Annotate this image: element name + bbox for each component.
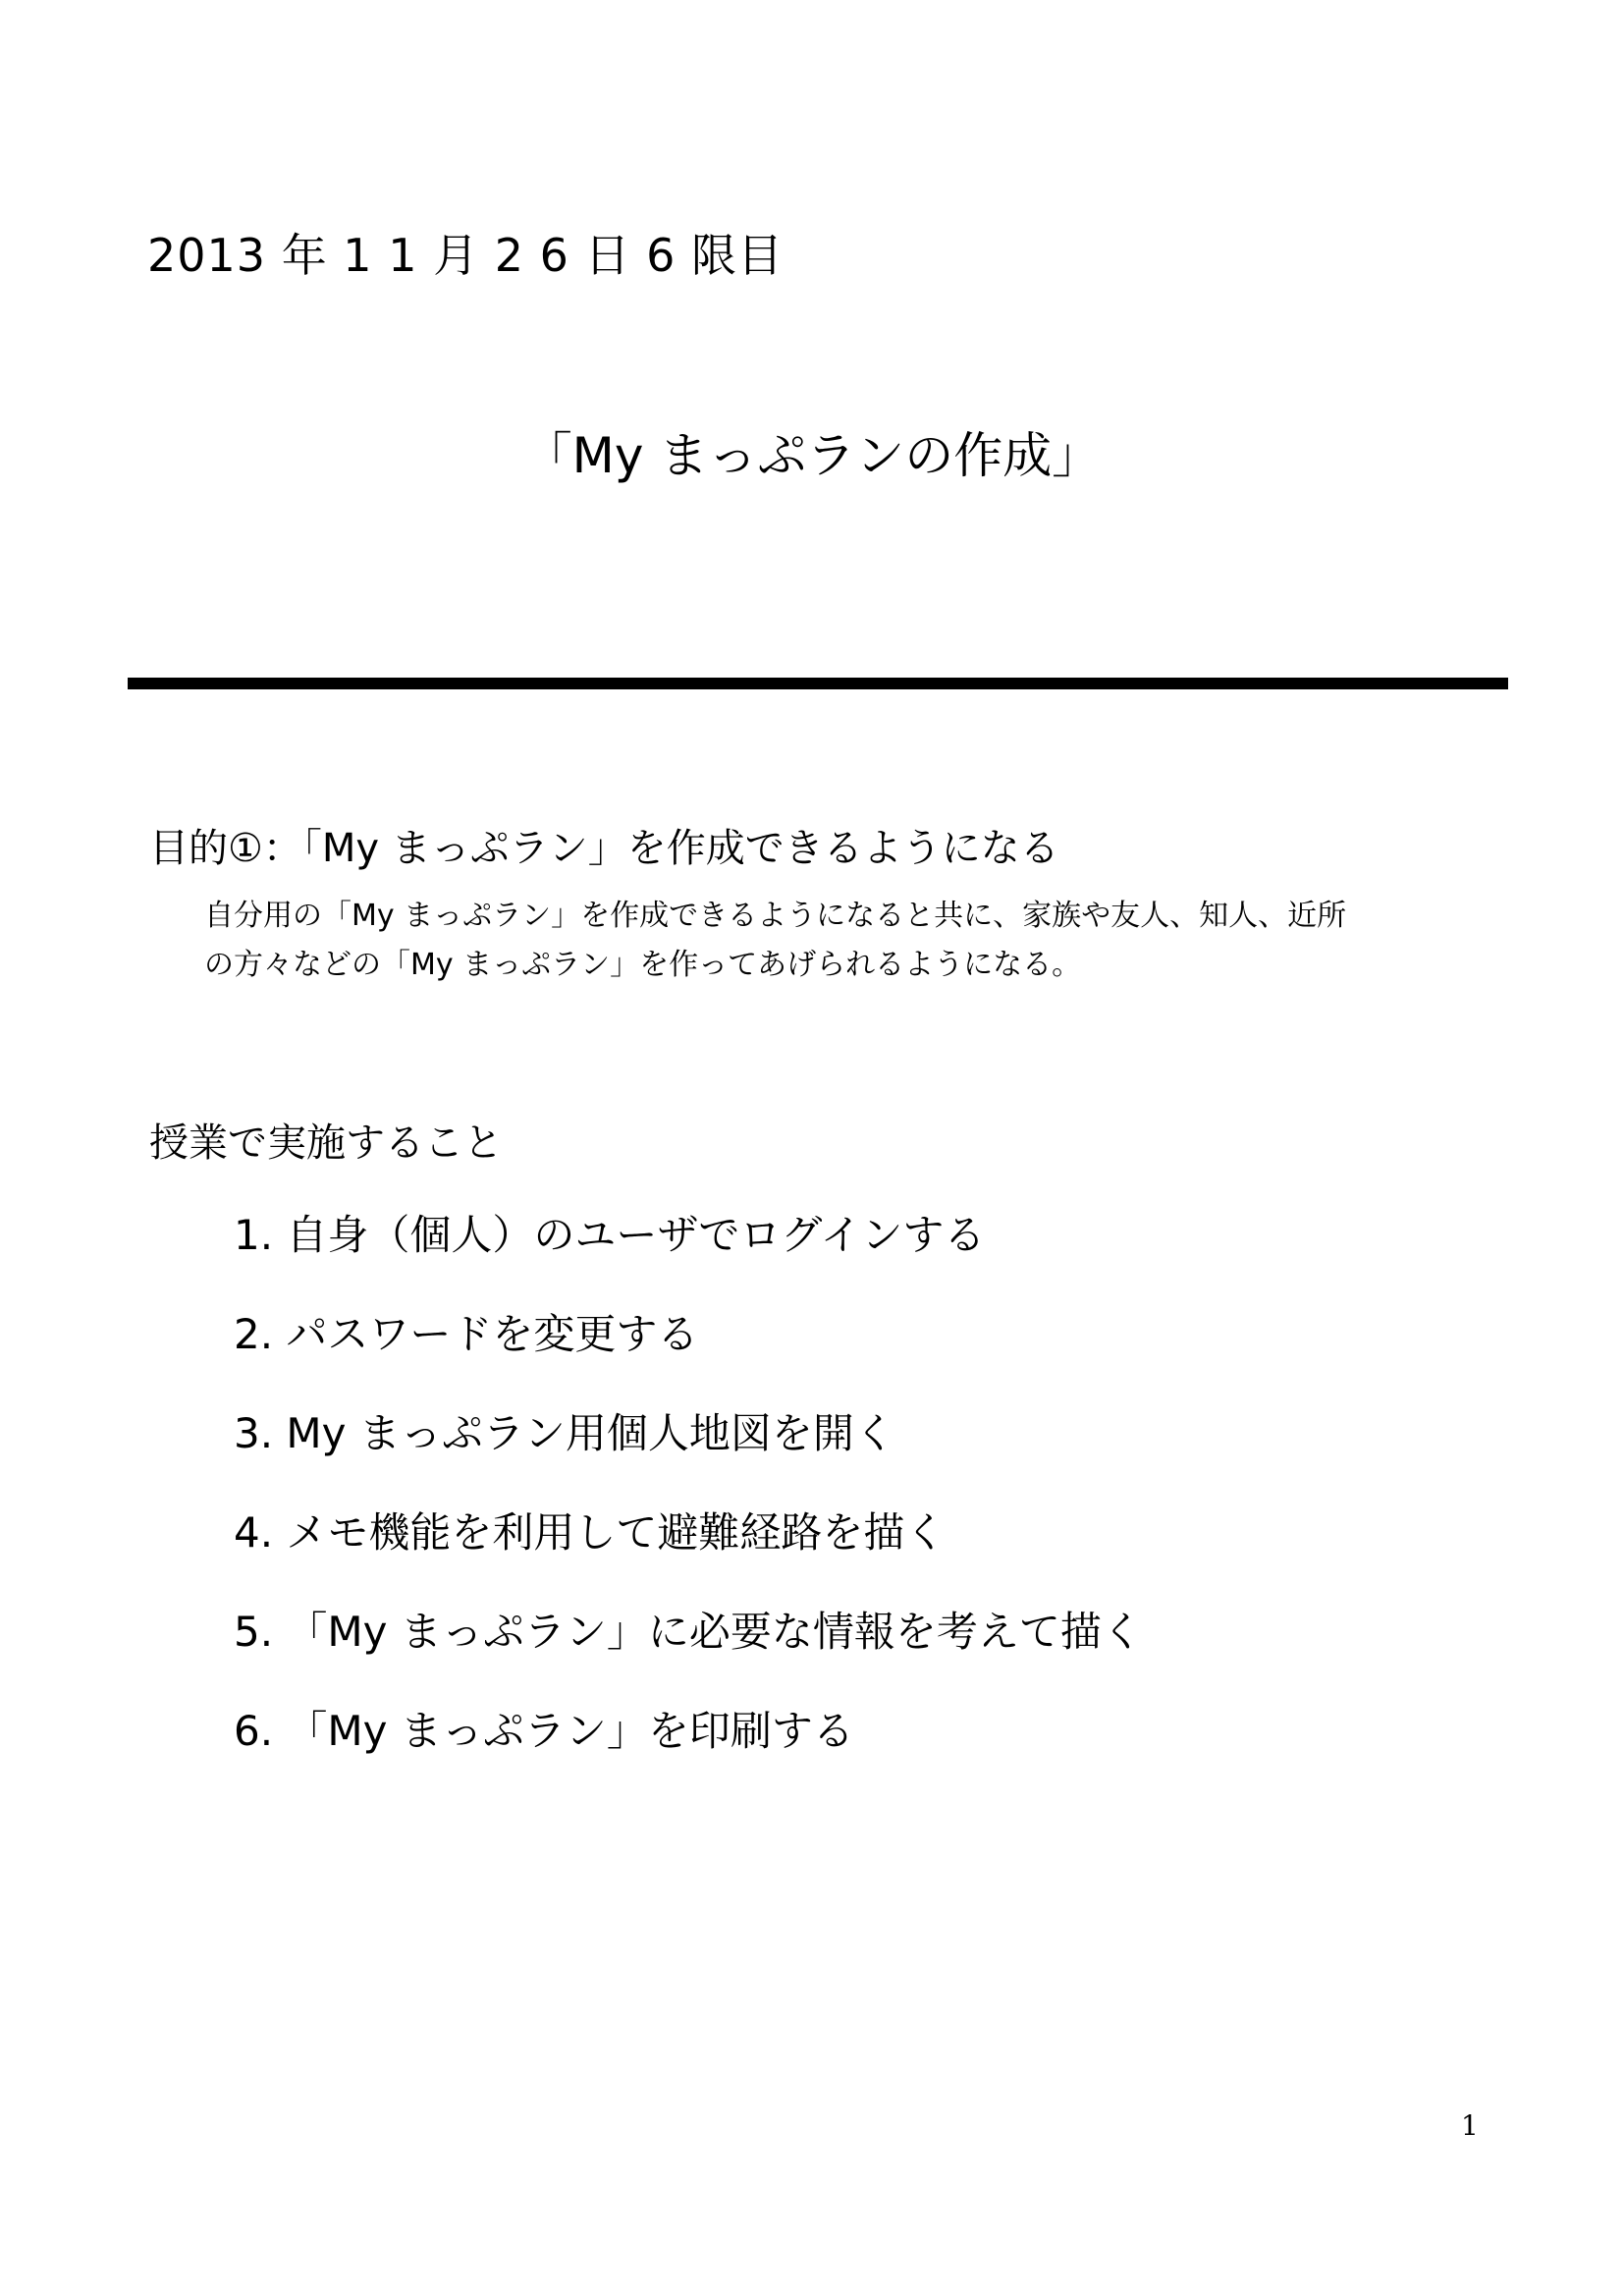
task-item: 4. メモ機能を利用して避難経路を描く: [234, 1508, 947, 1557]
purpose-description: [204, 892, 1510, 990]
purpose-line: 自分用の「My まっぷラン」を作成できるようになると共に、家族や友人、知人、近所: [204, 899, 1347, 933]
task-item: 1. 自身（個人）のユーザでログインする: [234, 1211, 986, 1259]
purpose-heading: 目的①：「My まっぷラン」を作成できるようになる: [149, 826, 1059, 871]
page-number: 1: [1461, 2109, 1479, 2142]
tasks-heading: 授業で実施すること: [149, 1121, 503, 1166]
purpose-line: の方々などの「My まっぷラン」を作ってあげられるようになる。: [204, 948, 1082, 982]
task-item: 6. 「My まっぷラン」を印刷する: [234, 1707, 854, 1755]
horizontal-divider: [128, 678, 1508, 689]
document-title: 「My まっぷランの作成」: [522, 427, 1102, 484]
date-line: 2013 年 1 1 月 2 6 日 6 限目: [147, 229, 784, 282]
task-item: 2. パスワードを変更する: [234, 1310, 699, 1358]
task-item: 5. 「My まっぷラン」に必要な情報を考えて描く: [234, 1608, 1143, 1656]
task-list: [234, 1206, 1143, 1801]
task-item: 3. My まっぷラン用個人地図を開く: [234, 1409, 895, 1457]
